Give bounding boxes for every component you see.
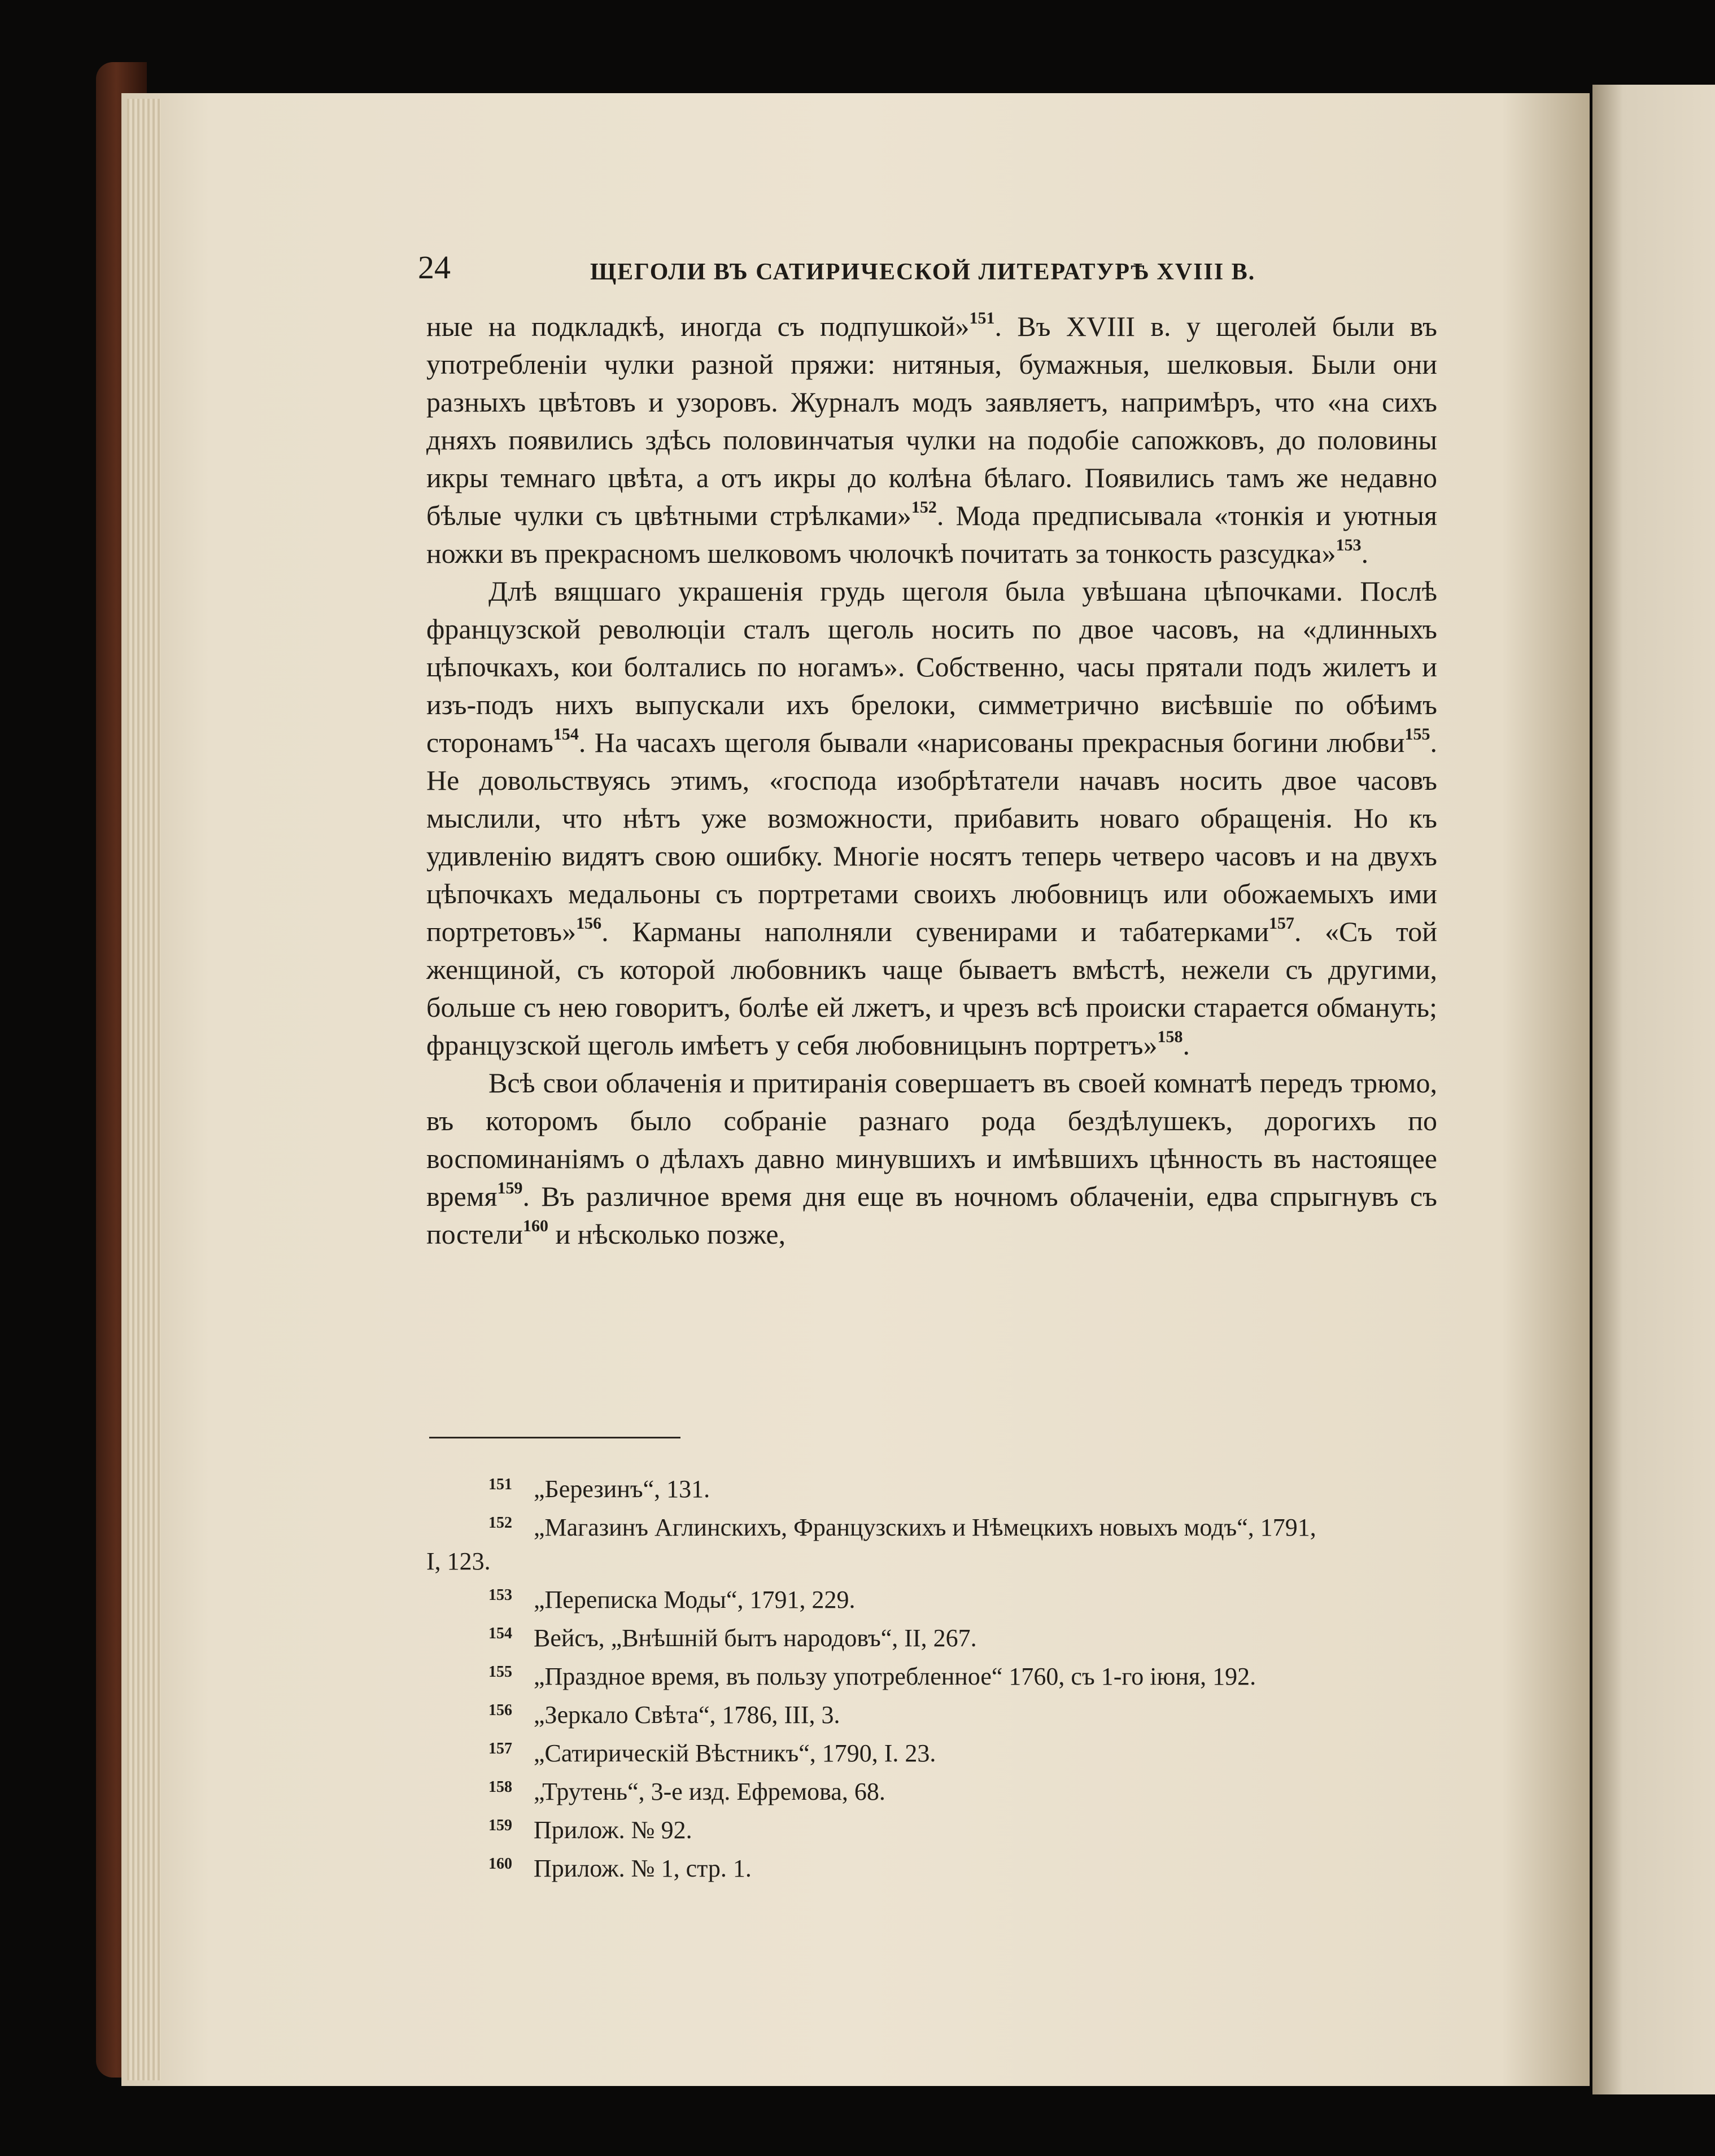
paragraph bbox=[426, 1064, 1437, 1253]
footnote-number: 152 bbox=[488, 1514, 512, 1532]
footnote-ref: 152 bbox=[911, 498, 937, 517]
paragraph-text: . «Съ той женщиной, съ которой любовникъ чаще бываетъ вмѣстѣ, нежели съ другими, больше съ нею говоритъ, болѣе ей лжетъ, и чрезъ всѣ происки старается обмануть; французской щеголь имѣетъ у себя любовницынъ портретъ» bbox=[426, 916, 1438, 1061]
footnote-ref: 160 bbox=[522, 1217, 548, 1235]
footnote-ref: 159 bbox=[497, 1179, 523, 1197]
paragraph-text: Всѣ свои облаченія и притиранія совершаетъ въ своей комнатѣ передъ трюмо, въ которомъ было собраніе разнаго рода бездѣлушекъ, дорогихъ по воспоминаніямъ о дѣлахъ давно минувшихъ и имѣвшихъ цѣнность въ настоящее время bbox=[426, 1067, 1437, 1212]
page-number: 24 bbox=[418, 249, 451, 286]
footnote bbox=[426, 1578, 1437, 1617]
footnote-text: „Березинъ“, 131. bbox=[534, 1475, 710, 1503]
facing-page bbox=[1592, 85, 1715, 2094]
footnote-number: 157 bbox=[488, 1740, 512, 1757]
paragraph-text: . bbox=[1182, 1029, 1190, 1061]
footnote bbox=[426, 1468, 1437, 1506]
paragraph-text: . Не довольствуясь этимъ, «господа изобрѣтатели начавъ носить двое часовъ мыслили, что нѣтъ уже возможности, прибавить новаго обращенія. Но къ удивленію видятъ свою ошибку. Многіе носятъ теперь четверо часовъ и на двухъ цѣпочкахъ медальоны съ портретами своихъ любовницъ или обожаемыхъ ими портретовъ» bbox=[426, 727, 1437, 947]
footnote-text: „Сатирическій Вѣстникъ“, 1790, I. 23. bbox=[534, 1739, 936, 1767]
footnote-continuation: I, 123. bbox=[426, 1547, 491, 1575]
footnote-number: 153 bbox=[488, 1586, 512, 1604]
footnote-text: „Переписка Моды“, 1791, 229. bbox=[534, 1586, 856, 1613]
footnote bbox=[426, 1770, 1437, 1809]
footnote-ref: 157 bbox=[1268, 914, 1294, 933]
footnote-text: „Зеркало Свѣта“, 1786, III, 3. bbox=[534, 1701, 840, 1729]
footnote-text: „Магазинъ Аглинскихъ, Французскихъ и Нѣмецкихъ новыхъ модъ“, 1791, bbox=[534, 1514, 1316, 1541]
body-text bbox=[426, 308, 1437, 1253]
footnote-text: Вейсъ, „Внѣшній бытъ народовъ“, II, 267. bbox=[534, 1624, 977, 1652]
footnote-number: 160 bbox=[488, 1855, 512, 1873]
paragraph-text: и нѣсколько позже, bbox=[548, 1218, 786, 1250]
footnote-number: 155 bbox=[488, 1663, 512, 1681]
footnote bbox=[426, 1506, 1437, 1578]
paragraph-text: . bbox=[1361, 537, 1369, 569]
paragraph-text: . Въ различное время дня еще въ ночномъ облаченіи, едва спрыгнувъ съ постели bbox=[426, 1180, 1437, 1250]
footnote-number: 154 bbox=[488, 1625, 512, 1642]
footnote-ref: 156 bbox=[576, 914, 602, 933]
footnote bbox=[426, 1617, 1437, 1655]
footnote-rule bbox=[429, 1437, 680, 1438]
footnote-ref: 151 bbox=[969, 309, 995, 327]
footnote-ref: 153 bbox=[1336, 536, 1361, 554]
footnote-ref: 155 bbox=[1404, 725, 1430, 744]
paragraph-text: . Карманы наполняли сувенирами и табатерками bbox=[601, 916, 1269, 947]
footnote-text: „Трутень“, 3-е изд. Ефремова, 68. bbox=[534, 1778, 885, 1805]
footnote-number: 156 bbox=[488, 1702, 512, 1719]
paragraph-text: ные на подкладкѣ, иногда съ подпушкой» bbox=[426, 311, 970, 342]
footnote bbox=[426, 1694, 1437, 1732]
footnotes bbox=[426, 1468, 1437, 1886]
paragraph-text: . На часахъ щеголя бывали «нарисованы прекрасныя богини любви bbox=[578, 727, 1405, 758]
paragraph bbox=[426, 308, 1437, 572]
paragraph-text: Длѣ вящшаго украшенія грудь щеголя была увѣшана цѣпочками. Послѣ французской революціи сталъ щеголь носить по двое часовъ, на «длинныхъ цѣпочкахъ, кои болтались по ногамъ». Собственно, часы прятали подъ жилетъ и изъ-подъ нихъ выпускали ихъ брелоки, симметрично висѣвшіе по обѣимъ сторонамъ bbox=[426, 575, 1437, 758]
footnote-ref: 154 bbox=[553, 725, 579, 744]
paragraph bbox=[426, 572, 1437, 1064]
footnote-text: „Праздное время, въ пользу употребленное“ 1760, съ 1-го іюня, 192. bbox=[534, 1663, 1256, 1690]
footnote bbox=[426, 1732, 1437, 1770]
footnote-number: 159 bbox=[488, 1817, 512, 1834]
footnote-text: Прилож. № 92. bbox=[534, 1816, 692, 1844]
footnote-ref: 158 bbox=[1157, 1027, 1183, 1046]
footnote bbox=[426, 1847, 1437, 1886]
footnote bbox=[426, 1655, 1437, 1694]
paragraph-text: . Мода предписывала «тонкія и уютныя ножки въ прекрасномъ шелковомъ чюлочкѣ почитать за тонкость разсудка» bbox=[426, 500, 1437, 569]
footnote-text: Прилож. № 1, стр. 1. bbox=[534, 1855, 752, 1882]
running-head: ЩЕГОЛИ ВЪ САТИРИЧЕСКОЙ ЛИТЕРАТУРѢ XVIII В. bbox=[590, 259, 1256, 285]
footnote-number: 158 bbox=[488, 1778, 512, 1796]
footnote bbox=[426, 1809, 1437, 1847]
paragraph-text: . Въ XVIII в. у щеголей были въ употребленіи чулки разной пряжи: нитяныя, бумажныя, шелковыя. Были они разныхъ цвѣтовъ и узоровъ. Журналъ модъ заявляетъ, напримѣръ, что «на сихъ дняхъ появились здѣсь половинчатыя чулки на подобіе сапожковъ, до половины икры темнаго цвѣта, а отъ икры до колѣна бѣлаго. Появились тамъ же недавно бѣлые чулки съ цвѣтными стрѣлками» bbox=[426, 311, 1437, 531]
footnote-number: 151 bbox=[488, 1476, 512, 1493]
page-stack-edge bbox=[127, 99, 161, 2080]
